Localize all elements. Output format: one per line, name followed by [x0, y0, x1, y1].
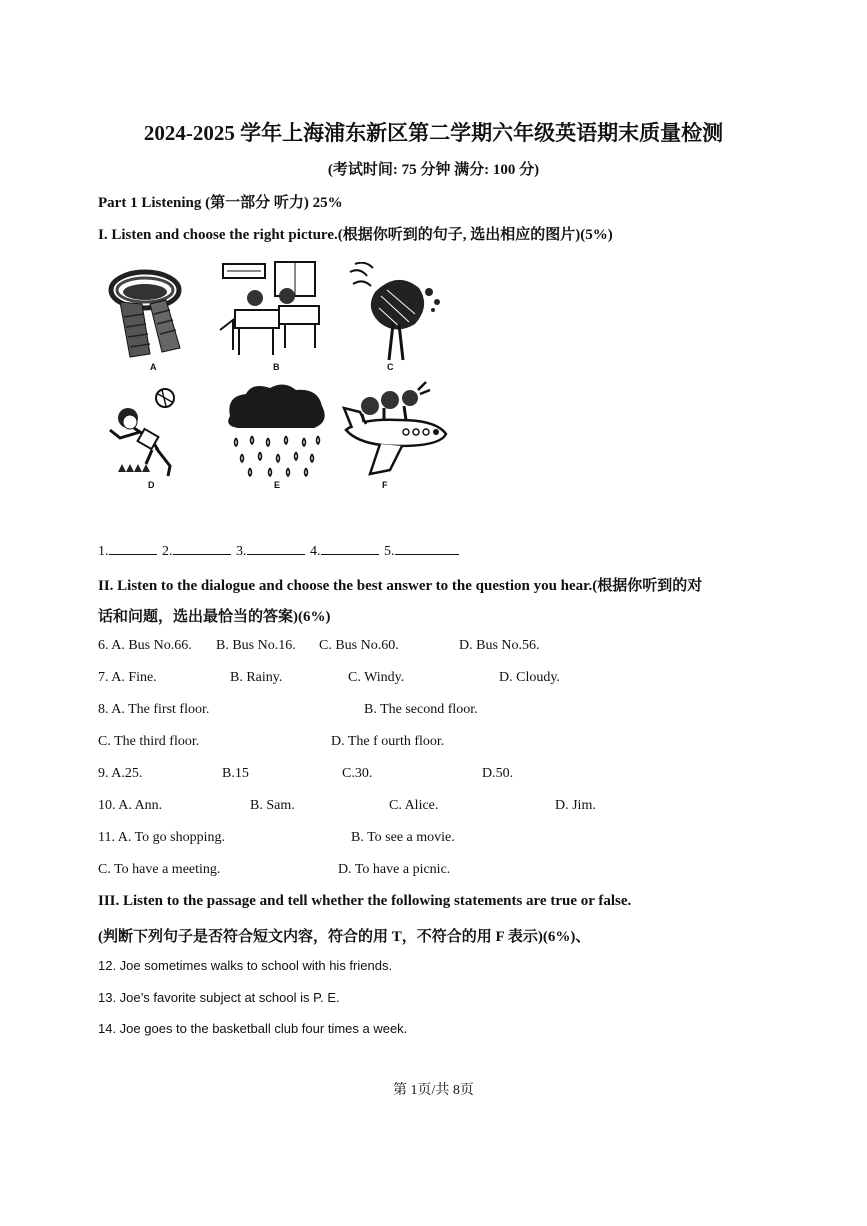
- picture-c: [345, 262, 450, 372]
- q7-option-d: D. Cloudy.: [499, 670, 560, 685]
- scarf-icon: [100, 262, 190, 362]
- blank-label-2: 2.: [162, 544, 173, 559]
- boy-ball-icon: [100, 388, 190, 480]
- q7-option-c: C. Windy.: [348, 670, 405, 685]
- answer-blank-2[interactable]: [173, 542, 231, 555]
- section2-heading-line1: II. Listen to the dialogue and choose the best answer to the question you hear.(根据你听到的对: [98, 578, 703, 594]
- blank-label-4: 4.: [310, 544, 321, 559]
- q7-option-a: 7. A. Fine.: [98, 670, 157, 685]
- q11-option-b: B. To see a movie.: [351, 830, 455, 845]
- picture-d: [100, 388, 190, 493]
- section2-heading-line2: 话和问题，选出最恰当的答案)(6%): [98, 609, 331, 625]
- q10-option-a: 10. A. Ann.: [98, 798, 163, 813]
- q10-option-c: C. Alice.: [389, 798, 439, 813]
- q8-option-d: D. The f ourth floor.: [331, 734, 445, 749]
- page-number: 第 1页/共 8页: [393, 1083, 474, 1098]
- blank-label-3: 3.: [236, 544, 247, 559]
- rain-cloud-icon: [222, 382, 332, 480]
- picture-a: [100, 262, 190, 372]
- q9-option-c: C.30.: [342, 766, 373, 781]
- classroom-icon: [215, 260, 325, 360]
- picture-label: D: [148, 480, 155, 490]
- windy-tree-icon: [345, 262, 450, 362]
- picture-b: [215, 260, 325, 372]
- tf-item-12: 12. Joe sometimes walks to school with his friends.: [98, 958, 393, 973]
- picture-label: F: [382, 480, 388, 490]
- blank-label-5: 5.: [384, 544, 395, 559]
- section3-heading-line2: (判断下列句子是否符合短文内容，符合的用 T，不符合的用 F 表示)(6%)、: [98, 929, 591, 945]
- picture-e: [222, 382, 332, 494]
- exam-title: 2024-2025 学年上海浦东新区第二学期六年级英语期末质量检测: [143, 121, 724, 145]
- exam-subtitle: (考试时间: 75 分钟 满分: 100 分): [327, 162, 540, 178]
- q7-option-b: B. Rainy.: [230, 670, 283, 685]
- picture-f: [340, 378, 452, 494]
- q6-option-b: B. Bus No.16.: [216, 638, 296, 653]
- q6-option-c: C. Bus No.60.: [319, 638, 399, 653]
- picture-label: E: [274, 480, 281, 490]
- q6-option-a: 6. A. Bus No.66.: [98, 638, 192, 653]
- answer-blanks: [98, 542, 461, 560]
- q10-option-b: B. Sam.: [250, 798, 295, 813]
- answer-blank-1[interactable]: [109, 542, 157, 555]
- q10-option-d: D. Jim.: [555, 798, 596, 813]
- section3-heading-line1: III. Listen to the passage and tell whether the following statements are true or false.: [98, 893, 632, 909]
- picture-label: A: [150, 362, 157, 372]
- answer-blank-4[interactable]: [321, 542, 379, 555]
- picture-label: B: [273, 362, 280, 372]
- answer-blank-5[interactable]: [395, 542, 459, 555]
- q8-option-b: B. The second floor.: [364, 702, 478, 717]
- tf-item-13: 13. Joe’s favorite subject at school is P. E.: [98, 990, 340, 1005]
- q6-option-d: D. Bus No.56.: [459, 638, 540, 653]
- section1-heading: I. Listen and choose the right picture.(根据你听到的句子, 选出相应的图片)(5%): [98, 227, 613, 243]
- q9-option-d: D.50.: [482, 766, 514, 781]
- blank-label-1: 1.: [98, 544, 109, 559]
- q11-option-d: D. To have a picnic.: [338, 862, 451, 877]
- part1-heading: Part 1 Listening (第一部分 听力) 25%: [98, 195, 343, 211]
- q9-option-a: 9. A.25.: [98, 766, 143, 781]
- q8-option-a: 8. A. The first floor.: [98, 702, 210, 717]
- q9-option-b: B.15: [222, 766, 249, 781]
- q11-option-c: C. To have a meeting.: [98, 862, 221, 877]
- airplane-icon: [340, 378, 452, 480]
- tf-item-14: 14. Joe goes to the basketball club four times a week.: [98, 1021, 408, 1036]
- answer-blank-3[interactable]: [247, 542, 305, 555]
- q11-option-a: 11. A. To go shopping.: [98, 830, 225, 845]
- q8-option-c: C. The third floor.: [98, 734, 200, 749]
- picture-label: C: [387, 362, 394, 372]
